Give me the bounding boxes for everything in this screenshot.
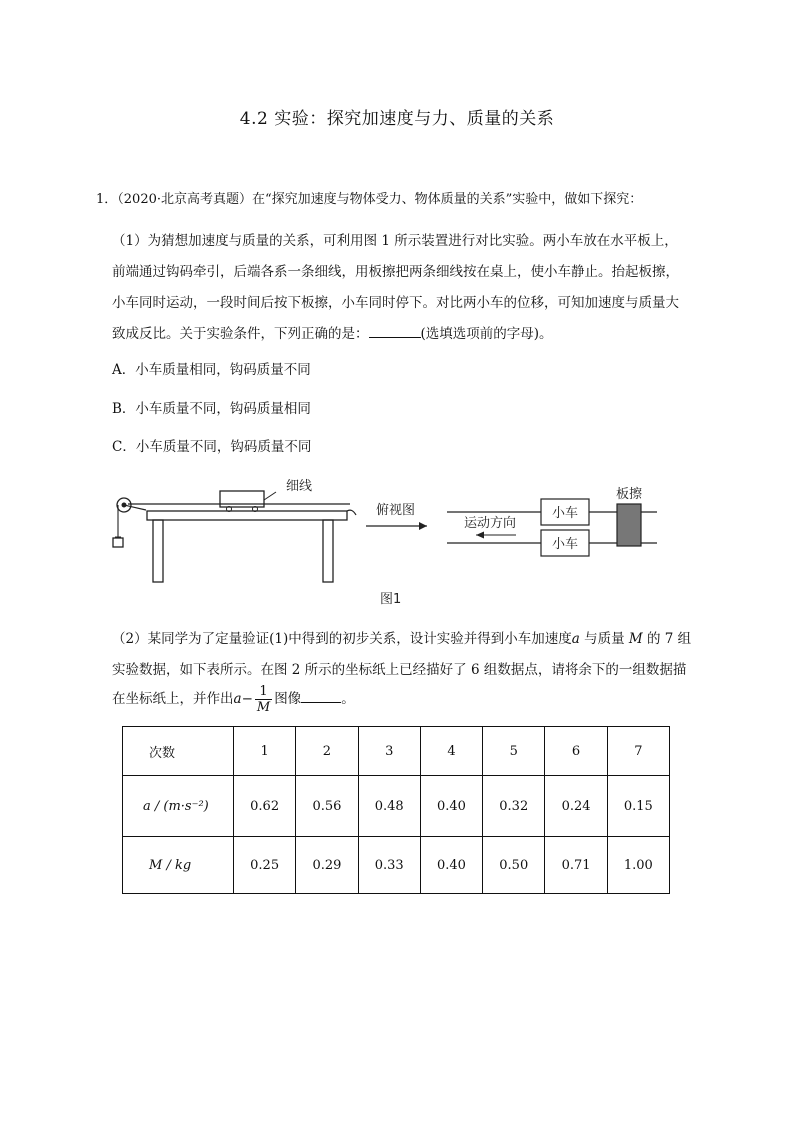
trial-cell: 5 xyxy=(483,727,545,776)
part2-line1-a: 某同学为了定量验证(1)中得到的初步关系，设计实验并得到小车加速度 xyxy=(147,631,572,647)
M-cell: 0.71 xyxy=(545,837,607,894)
M-cell: 0.50 xyxy=(483,837,545,894)
part2-line3-c: 。 xyxy=(341,691,355,707)
label-eraser: 板擦 xyxy=(615,487,643,502)
figure-1 xyxy=(100,470,680,616)
M-cell: 0.33 xyxy=(358,837,420,894)
a-cell: 0.56 xyxy=(296,776,358,837)
label-topview: 俯视图 xyxy=(376,503,416,518)
option-c: C．小车质量不同，钩码质量不同 xyxy=(112,439,312,455)
part1-text xyxy=(112,226,702,350)
a-cell: 0.48 xyxy=(358,776,420,837)
M-cell: 0.29 xyxy=(296,837,358,894)
option-a: A．小车质量相同，钩码质量不同 xyxy=(112,362,311,378)
label-direction: 运动方向 xyxy=(464,516,517,531)
frac-dash: − xyxy=(241,691,253,707)
trial-cell: 3 xyxy=(358,727,420,776)
fraction-denominator: M xyxy=(256,700,271,715)
label-cart-top: 小车 xyxy=(551,506,579,521)
page-title: 4.2 实验：探究加速度与力、质量的关系 xyxy=(239,109,555,129)
a-cell: 0.62 xyxy=(234,776,296,837)
part1-line-4: 致成反比。关于实验条件，下列正确的是： xyxy=(112,326,369,342)
apparatus-side-view xyxy=(113,478,356,582)
M-cell: 1.00 xyxy=(607,837,669,894)
table-row-M xyxy=(123,837,670,894)
M-cell: 0.25 xyxy=(234,837,296,894)
question-number: 1． xyxy=(96,192,118,207)
part2-line-2: 实验数据，如下表所示。在图 2 所示的坐标纸上已经描好了 6 组数据点，请将余下的一组数据描 xyxy=(112,662,687,678)
question-heading xyxy=(96,190,716,210)
trial-cell: 2 xyxy=(296,727,358,776)
a-cell: 0.40 xyxy=(420,776,482,837)
header-trials: 次数 xyxy=(123,727,234,776)
a-cell: 0.32 xyxy=(483,776,545,837)
table-row-trials xyxy=(123,727,670,776)
figure-1-caption: 图1 xyxy=(380,592,402,607)
cart-icon xyxy=(220,491,264,507)
M-cell: 0.40 xyxy=(420,837,482,894)
part1-line-2: 前端通过钩码牵引，后端各系一条细线，用板擦把两条细线按在桌上，使小车静止。抬起板擦， xyxy=(112,264,679,280)
question-stem: 在“探究加速度与物体受力、物体质量的关系”实验中，做如下探究： xyxy=(252,192,643,207)
trial-cell: 1 xyxy=(234,727,296,776)
header-M: M / kg xyxy=(123,837,234,894)
trial-cell: 6 xyxy=(545,727,607,776)
part1-line-3: 小车同时运动，一段时间后按下板擦，小车同时停下。对比两小车的位移，可知加速度与质量大 xyxy=(112,295,679,311)
option-b: B．小车质量不同，钩码质量相同 xyxy=(112,401,311,417)
hook-weight-icon xyxy=(113,538,123,547)
part2-line3-a: 在坐标纸上，并作出 xyxy=(112,691,234,707)
part2-line1-c: 的 7 组 xyxy=(647,631,692,647)
eraser-icon xyxy=(617,504,641,546)
part2-text xyxy=(112,624,702,715)
a-cell: 0.24 xyxy=(545,776,607,837)
answer-blank-1[interactable] xyxy=(369,322,421,338)
label-cart-bottom: 小车 xyxy=(551,537,579,552)
part1-after-blank: (选填选项前的字母)。 xyxy=(420,326,553,342)
answer-blank-2[interactable] xyxy=(301,687,341,703)
fraction-1-over-M xyxy=(255,684,272,715)
direction-arrow-icon xyxy=(476,532,484,539)
part1-label: （1） xyxy=(112,233,148,249)
part2-label: （2） xyxy=(112,631,148,647)
part2-line1-b: 与质量 xyxy=(584,631,625,647)
var-M: M xyxy=(628,631,643,647)
frac-var: a xyxy=(233,691,242,707)
a-cell: 0.15 xyxy=(607,776,669,837)
fraction-numerator: 1 xyxy=(255,684,272,700)
topview-arrow xyxy=(366,503,427,530)
apparatus-top-view xyxy=(447,486,657,556)
data-table xyxy=(122,726,670,894)
var-a: a xyxy=(571,631,580,647)
question-source: （2020·北京高考真题） xyxy=(117,192,252,207)
table-row-a xyxy=(123,776,670,837)
trial-cell: 7 xyxy=(607,727,669,776)
header-a: a / (m·s⁻²) xyxy=(123,776,234,837)
label-thread: 细线 xyxy=(286,479,313,494)
part1-line-1: 为猜想加速度与质量的关系，可利用图 1 所示装置进行对比实验。两小车放在水平板上， xyxy=(147,233,678,249)
trial-cell: 4 xyxy=(420,727,482,776)
part2-line3-b: 图像 xyxy=(274,691,302,707)
